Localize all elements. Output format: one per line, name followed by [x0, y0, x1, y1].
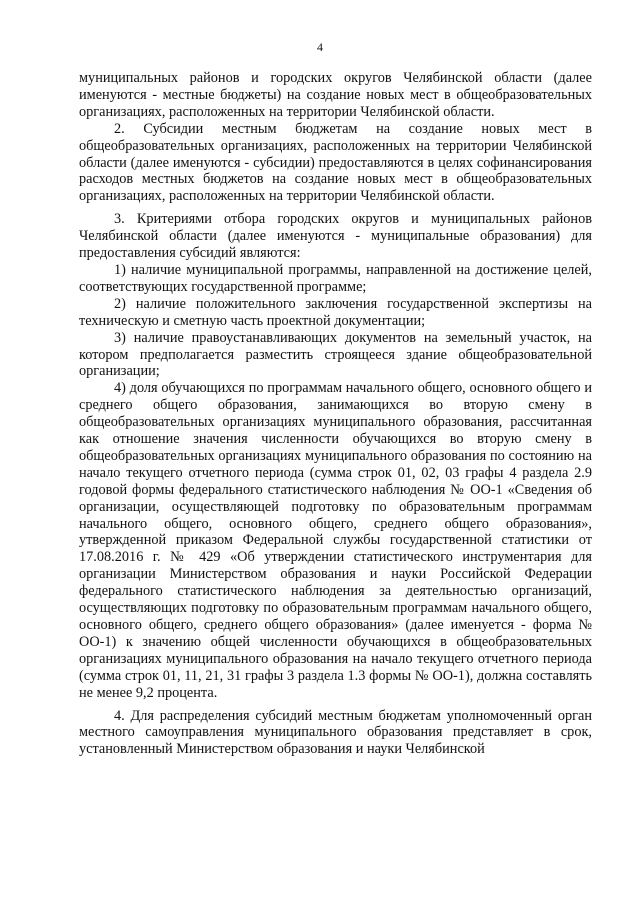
paragraph-item-4: 4. Для распределения субсидий местным бюджетам уполномоченный орган местного самоуправления муниципального образования представляет в срок, установленный Министерством образования и науки Челябинской [79, 707, 592, 758]
criterion-4: 4) доля обучающихся по программам начального общего, основного общего и среднего общего образования, занимающихся во вторую смену в общеобразовательных организациях муниципального образования, рассчитанная как отношение значения численности обучающихся во вторую смену в общеобразовательных организациях муниципального образования по состоянию на начало текущего отчетного периода (сумма строк 01, 02, 03 графы 4 раздела 2.9 годовой формы федерального статистического наблюдения № ОО-1 «Сведения об организации, осуществляющей подготовку по образовательным программам начального общего, основного общего, среднего общего образования», утвержденной приказом Федеральной службы государственной статистики от 17.08.2016 г. № 429 «Об утверждении статистического инструментария для организации Министерством образования и науки Российской Федерации федерального статистического наблюдения за деятельностью организаций, осуществляющих подготовку по образовательным программам начального общего, основного общего, среднего общего образования» (далее именуется - форма № ОО-1) к значению общей численности обучающихся в общеобразовательных организациях муниципального образования на начало текущего отчетного периода (сумма строк 01, 11, 21, 31 графы 3 раздела 1.3 формы № ОО-1), должна составлять не менее 9,2 процента. [79, 380, 592, 701]
paragraph-item-2: 2. Субсидии местным бюджетам на создание новых мест в общеобразовательных организациях, расположенных на территории Челябинской области (далее именуются - субсидии) предоставляются в целях софинансирования расходов местных бюджетов на создание новых мест в общеобразовательных организациях, расположенных на территории Челябинской области. [79, 120, 592, 205]
criterion-1: 1) наличие муниципальной программы, направленной на достижение целей, соответствующих государственной программе; [79, 261, 592, 295]
paragraph-continuation: муниципальных районов и городских округов Челябинской области (далее именуются - местные бюджеты) на создание новых мест в общеобразовательных организациях, расположенных на территории Челябинской области. [79, 70, 592, 120]
criterion-3: 3) наличие правоустанавливающих документов на земельный участок, на котором предполагается разместить строящееся здание общеобразовательной организации; [79, 329, 592, 380]
criterion-2: 2) наличие положительного заключения государственной экспертизы на техническую и сметную часть проектной документации; [79, 295, 592, 329]
paragraph-item-3: 3. Критериями отбора городских округов и муниципальных районов Челябинской области (далее именуются - муниципальные образования) для предоставления субсидий являются: [79, 211, 592, 262]
page-number: 4 [317, 40, 323, 54]
document-body [79, 70, 592, 758]
